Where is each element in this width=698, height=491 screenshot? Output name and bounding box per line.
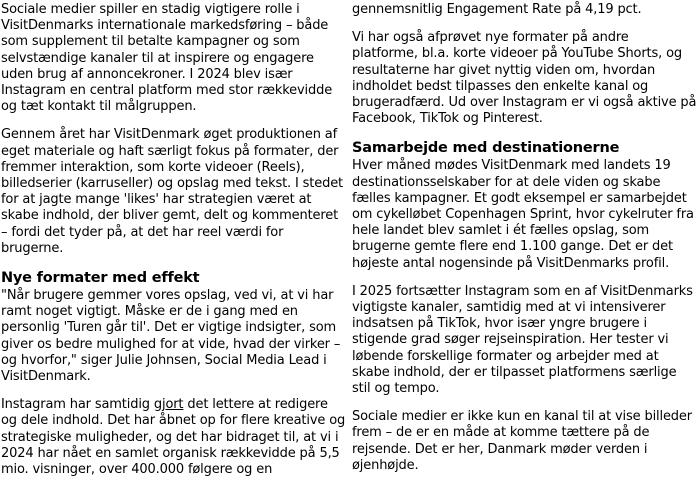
paragraph-text-before: Instagram har samtidig (1, 397, 154, 413)
section-heading-nye-formater: Nye formater med effekt (1, 270, 200, 287)
quote-paragraph: "Når brugere gemmer vores opslag, ved vi, at vi har ramt noget vigtigt. Måske er de i gang med en personlig 'Turen går til'. Det er vigtige indsigter, som giver os bedre mulighed for at vide, hvad der virker – og hvorfor," siger Julie Johnsen, Social Media Lead i VisitDenmark. (1, 288, 341, 385)
underlined-word-link[interactable]: gjort (153, 397, 184, 413)
instagram-results-paragraph (1, 397, 346, 478)
production-paragraph: Gennem året har VisitDenmark øget produktionen af eget materiale og haft særligt fokus på formater, der fremmer interaktion, som korte videoer (Reels), billedserier (karruseller) og opslag med tekst. I stedet for at jagte mange 'likes' har strategien været at skabe indhold, der bliver gemt, delt og kommenteret – fordi det tyder på, at det har reel værdi for brugerne. (1, 127, 343, 256)
engagement-rate-paragraph: gennemsnitlig Engagement Rate på 4,19 pct. (352, 2, 642, 17)
2025-plans-paragraph: I 2025 fortsætter Instagram som en af VisitDenmarks vigtigste kanaler, samtidig med at vi intensiverer indsatsen på TikTok, hvor især yngre brugere i stigende grad søger rejseinspiration. Her tester vi løbende forskellige formater og arbejder med at skabe indhold, der er tilpasset platformens særlige stil og tempo. (352, 283, 693, 397)
other-platforms-paragraph: Vi har også afprøvet nye formater på andre platforme, bl.a. korte videoer på YouTube Shorts, og resultaterne har givet nyttig viden om, hvordan indholdet bedst tilpasses den enkelte kanal og brugeradfærd. Ud over Instagram er vi også aktive på Facebook, TikTok og Pinterest. (352, 30, 697, 127)
intro-paragraph: Sociale medier spiller en stadig vigtigere rolle i VisitDenmarks internationale markedsføring – både som supplement til betalte kampagner og som selvstændige kanaler til at inspirere og engagere uden brug af annoncekroner. I 2024 blev især Instagram en central platform med stor rækkevidde og tæt kontakt til målgruppen. (1, 2, 333, 115)
section-heading-samarbejde: Samarbejde med destinationerne (352, 140, 620, 157)
left-column (1, 2, 346, 491)
right-column (352, 2, 697, 491)
closing-paragraph: Sociale medier er ikke kun en kanal til at vise billeder frem – de er en måde at komme tættere på de rejsende. Det er her, Danmark møder verden i øjenhøjde. (352, 409, 692, 473)
destinations-paragraph: Hver måned mødes VisitDenmark med landets 19 destinationsselskaber for at dele viden og skabe fælles kampagner. Et godt eksempel er samarbejdet om cykelløbet Copenhagen Sprint, hvor cykelruter fra hele landet blev samlet i ét fælles opslag, som brugerne gemte flere end 1.100 gange. Det er det højeste antal nogensinde på VisitDenmarks profil. (352, 158, 694, 271)
paragraph-text-after: det lettere at redigere og dele indhold. Det har åbnet op for flere kreative og strategiske muligheder, og det har bidraget til, at vi i 2024 har nået en samlet organisk rækkevidde på 5,5 mio. visninger, over 400.000 følgere og en (1, 397, 346, 478)
